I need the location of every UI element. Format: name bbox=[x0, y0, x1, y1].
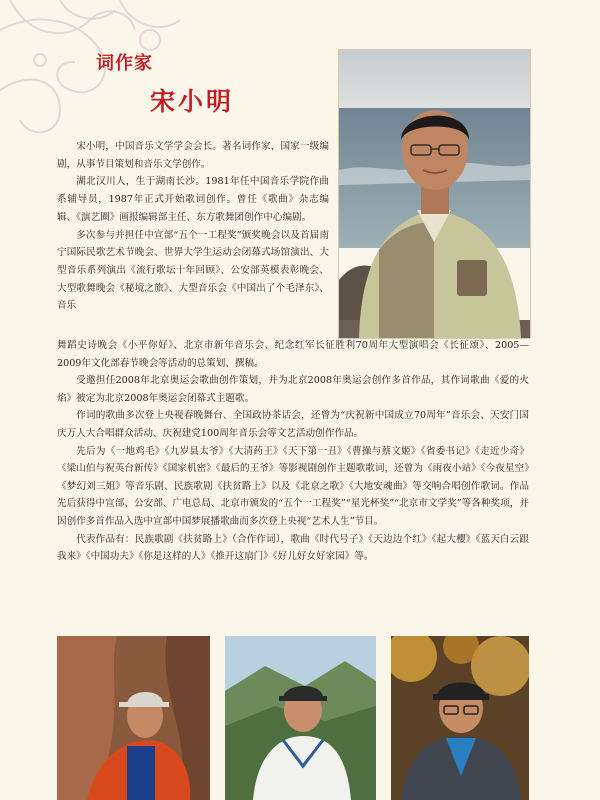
bio-paragraph: 作词的歌曲多次登上央视春晚舞台、全国政协茶话会，还曾为“庆祝新中国成立70周年”音乐会、天安门国庆万人大合唱群众活动、庆祝建党100周年音乐会等文艺活动创作作品。 bbox=[57, 410, 529, 439]
biography-body bbox=[57, 337, 529, 566]
decorative-swirl bbox=[0, 0, 190, 150]
bio-paragraph: 多次参与并担任中宣部“五个一工程奖”颁奖晚会以及首届南宁国际民歌艺术节晚会、世界大学生运动会闭幕式场馆演出、大型音乐系列演出《流行歌坛十年回顾》、公安部英模表彰晚会、大型歌舞晚会《秘境之旅》、大型音乐会《中国出了个毛泽东》、音乐 bbox=[57, 229, 329, 312]
photo-canyon bbox=[57, 636, 210, 800]
bio-paragraph: 受邀担任2008年北京奥运会歌曲创作策划，并为北京2008年奥运会创作多首作品，其作词歌曲《爱的火焰》被定为北京2008年奥运会闭幕式主题歌。 bbox=[57, 375, 529, 404]
photo-autumn bbox=[391, 636, 529, 800]
bio-paragraph: 先后为《一地鸡毛》《九岁县太爷》《大清药王》《天下第一丑》《曹操与蔡文姬》《省委书记》《走近少奇》《梁山伯与祝英台新传》《国家机密》《最后的王爷》等影视剧创作主题歌歌词，还曾为《雨夜小站》《今夜星空》《梦幻刘三姐》等音乐剧、民族歌剧《扶贫路上》以及《北京之歌》《大地安魂曲》等交响合唱创作歌词。作品先后获得中宣部、公安部、广电总局、北京市颁发的“五个一工程奖”“星光杯奖”“北京市文学奖”等各种奖项，并因创作多首作品入选中宣部中国梦展播歌曲而多次登上央视“艺术人生”节目。 bbox=[57, 445, 529, 527]
category-title: 词作家 bbox=[96, 53, 153, 74]
bio-paragraph: 湖北汉川人，生于湖南长沙。1981年任中国音乐学院作曲系辅导员，1987年正式开始歌词创作。曾任《歌曲》杂志编辑、《演艺圈》画报编辑部主任、东方歌舞团创作中心编剧。 bbox=[57, 176, 329, 223]
bio-paragraph: 宋小明，中国音乐文学学会会长。著名词作家，国家一级编剧，从事节目策划和音乐文学创作。 bbox=[57, 141, 329, 170]
person-name: 宋小明 bbox=[150, 87, 235, 116]
biography-intro bbox=[57, 138, 329, 315]
photo-mountains bbox=[225, 636, 376, 800]
bio-paragraph: 代表作品有：民族歌剧《扶贫路上》（合作作词），歌曲《时代号子》《天边边个红》《起大櫻》《蓝天白云跟我来》《中国功夫》《你是这样的人》《推开这扇门》《好儿好女好家园》等。 bbox=[57, 533, 529, 563]
bio-paragraph: 舞蹈史诗晚会《小平你好》、北京市新年音乐会、纪念红军长征胜利70周年大型演唱会《长征颂》、2005—2009年文化部春节晚会等活动的总策划、撰稿。 bbox=[57, 340, 529, 369]
portrait-photo bbox=[338, 49, 531, 339]
